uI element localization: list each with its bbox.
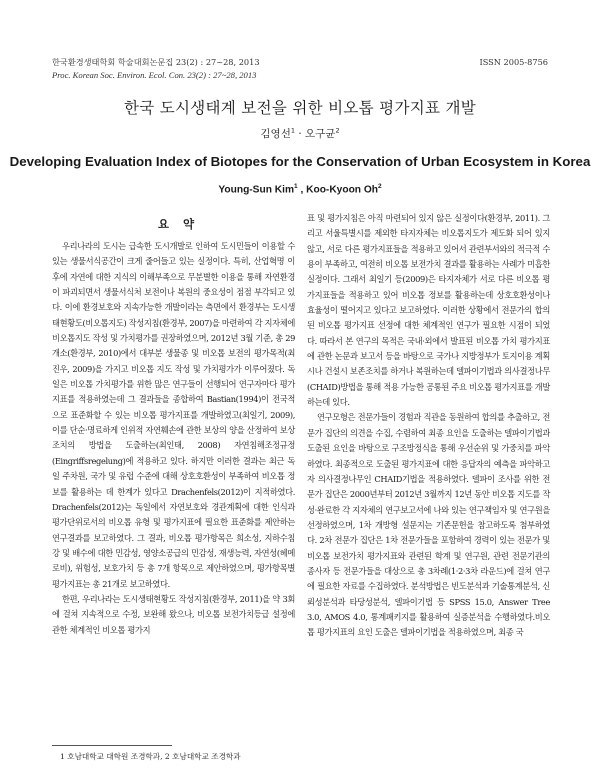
author-separator-ko: · <box>294 128 305 140</box>
footnote-affiliations: 1 호남대학교 대학원 조경학과, 2 호남대학교 조경학과 <box>60 752 241 761</box>
right-paragraph-2: 연구모형은 전문가들이 경험과 직관을 동원하여 합의를 추출하고, 전문가 집단의 의견을 수집, 수렴하여 최종 요인을 도출하는 델파이기법과 도출된 요인을 바탕으로 구조방정식을 통해 우선순위 및 가중치를 파악하였다. 최종적으로 도출된 평가지표에 대한 응답자의 예측을 파악하고자 의사결정나무인 CHAID기법을 적용하였다. 델파이 조사를 위한 전문가 집단은 2000년부터 2012년 3월까지 12년 동안 비오톱 지도를 작성·완료한 각 지자체의 연구보고서에 나와 있는 연구책임자 및 연구원을 선정하였으며, 1차 개방형 설문지는 기존문헌을 참고하도록 첨부하였다. 2차 전문가 집단은 1차 전문가들을 포함하여 경력이 있는 전문가 및 비오톱 보전가치 평가지표와 관련된 학계 및 연구원, 관련 전문기관의 종사자 등 전문가들을 대상으로 총 3차례(1·2·3차 라운드)에 걸쳐 연구에 필요한 자료를 수집하였다. 분석방법은 빈도분석과 기술통계분석, 신뢰성분석과 타당성분석, 델파이기법 등 SPSS 15.0, Answer Tree 3.0, AMOS 4.0, 통계패키지를 활용하여 실증분석을 수행하였다.비오톱 평가지표의 요인 도출은 델파이기법을 적용하였으며, 최종 국 <box>307 412 550 638</box>
author-separator-en: , <box>297 184 307 196</box>
footnote-divider <box>52 745 172 746</box>
author-1-affil-ko: 1 <box>290 126 295 135</box>
left-paragraph-1: 우리나라의 도시는 급속한 도시개발로 인하여 도시민들이 이용할 수 있는 생물서식공간이 크게 줄어들고 있는 실정이다. 특히, 산업혁명 이후에 자연에 대한 지식의 이해부족으로 무분별한 이용을 통해 자연환경이 파괴되면서 생물서식처 보전이나 복원의 중요성이 점점 부각되고 있다. 이에 환경보호와 지속가능한 개발이라는 측면에서 환경부는 도시생태현황도(비오톱지도) 작성지침(환경부, 2007)을 마련하여 각 지자체에 비오톱지도 작성 및 가치평가를 권장하였으며, 2012년 3월 기준, 총 29개소(환경부, 2010)에서 대부분 생물종 및 비오톱 보전의 평가목적(최진우, 2009)을 가지고 비오톱 지도 작성 및 가치평가가 이루어졌다. 독일은 비오톱 가치평가를 위한 많은 연구들이 선행되어 연구자마다 평가지표를 적용하였는데 그 결과들을 종합하여 Bastian(1994)이 전국적으로 표준화할 수 있는 비오톱 평가지표를 개발하였고(최일기, 2009), 이를 단순·명료하게 인위적 자연훼손에 관한 보상의 양을 산정하여 보상조치의 방법을 도출하는(최인태, 2008) 자연침해조정규정(Eingriffsregelung)에 적용하고 있다. 하지만 이러한 결과는 최근 독일 주차원, 국가 및 유럽 수준에 대해 상호호환성이 부족하여 비오톱 정보를 활용하는 데 한계가 있다고 Drachenfels(2012)이 지적하였다. Drachenfels(2012)는 독일에서 자연보호와 경관계획에 대한 인식과 평가단위로서의 비오톱 유형 및 평가지표에 필요한 표준화를 제안하는 연구결과를 보고하였다. 그 결과, 비오톱 평가항목은 희소성, 지하수침강 및 배수에 대한 민감성, 영양소공급의 민감성, 재생능력, 자연성(헤메로비), 위험성, 보호가치 등 총 7개 항목으로 제안하였으며, 평가항목별 평가지표는 총 21개로 보고하였다. <box>52 241 295 589</box>
author-1-ko: 김영선 <box>260 128 291 140</box>
authors-ko <box>0 126 600 141</box>
issn: ISSN 2005-8756 <box>479 57 548 67</box>
paper-title-en: Developing Evaluation Index of Biotopes for the Conservation of Urban Ecosystem in Korea <box>9 154 591 169</box>
author-2-en: Koo-Kyoon Oh <box>306 184 378 196</box>
right-column <box>307 211 550 641</box>
author-2-affil-en: 2 <box>378 183 382 190</box>
author-2-affil-ko: 2 <box>335 126 340 135</box>
running-header <box>52 56 548 82</box>
paper-title-ko: 한국 도시생태계 보전을 위한 비오톱 평가지표 개발 <box>123 99 477 117</box>
author-1-en: Young-Sun Kim <box>218 184 294 196</box>
right-paragraph-1: 표 및 평가지침은 아직 마련되어 있지 않은 실정이다(환경부, 2011). 그리고 서울특별시를 제외한 타지자체는 비오톱지도가 제도화 되어 있지 않고, 서로 다른 평가지표들을 적용하고 있어서 관련부서와의 적극적 수용이 부족하고, 여전히 비오톱 보전가치 결과를 활용하는 사례가 미흡한 실정이다. 그래서 최일기 등(2009)은 타지자체가 서로 다른 비오톱 평가지표들을 적용하고 있어 비오톱 정보를 활용하는데 상호호환성이나 효율성이 떨어지고 있다고 보고하였다. 이러한 상황에서 전문가의 합의된 비오톱 평가지표 선정에 대한 체계적인 연구가 필요한 시점이 되었다. 따라서 본 연구의 목적은 국내·외에서 발표된 비오톱 가치 평가지표에 관한 논문과 보고서 등을 바탕으로 국가나 지방정부가 토지이용 계획시나 건설시 보존조치를 하거나 복원하는데 델파이기법과 의사결정나무(CHAID)방법을 통해 적용 가능한 공통된 주요 비오톱 평가지표를 개발하는데 있다. <box>307 213 550 408</box>
authors-en <box>0 183 600 195</box>
left-column <box>52 215 295 638</box>
journal-citation-en: Proc. Korean Soc. Environ. Ecol. Con. 23(2) : 27~28, 2013 <box>52 70 257 80</box>
left-paragraph-2: 한편, 우리나라는 도시생태현황도 작성지침(환경부, 2011)을 약 3회에 걸쳐 지속적으로 수정, 보완해 왔으나, 비오톱 보전가치등급 설정에 관한 체계적인 비오톱 평가지 <box>52 593 295 635</box>
journal-citation-ko: 한국환경생태학회 학술대회논문집 23(2) : 27~28, 2013 <box>52 57 260 67</box>
author-2-ko: 오구균 <box>305 128 336 140</box>
author-1-affil-en: 1 <box>294 183 298 190</box>
abstract-heading: 요 약 <box>157 217 200 231</box>
